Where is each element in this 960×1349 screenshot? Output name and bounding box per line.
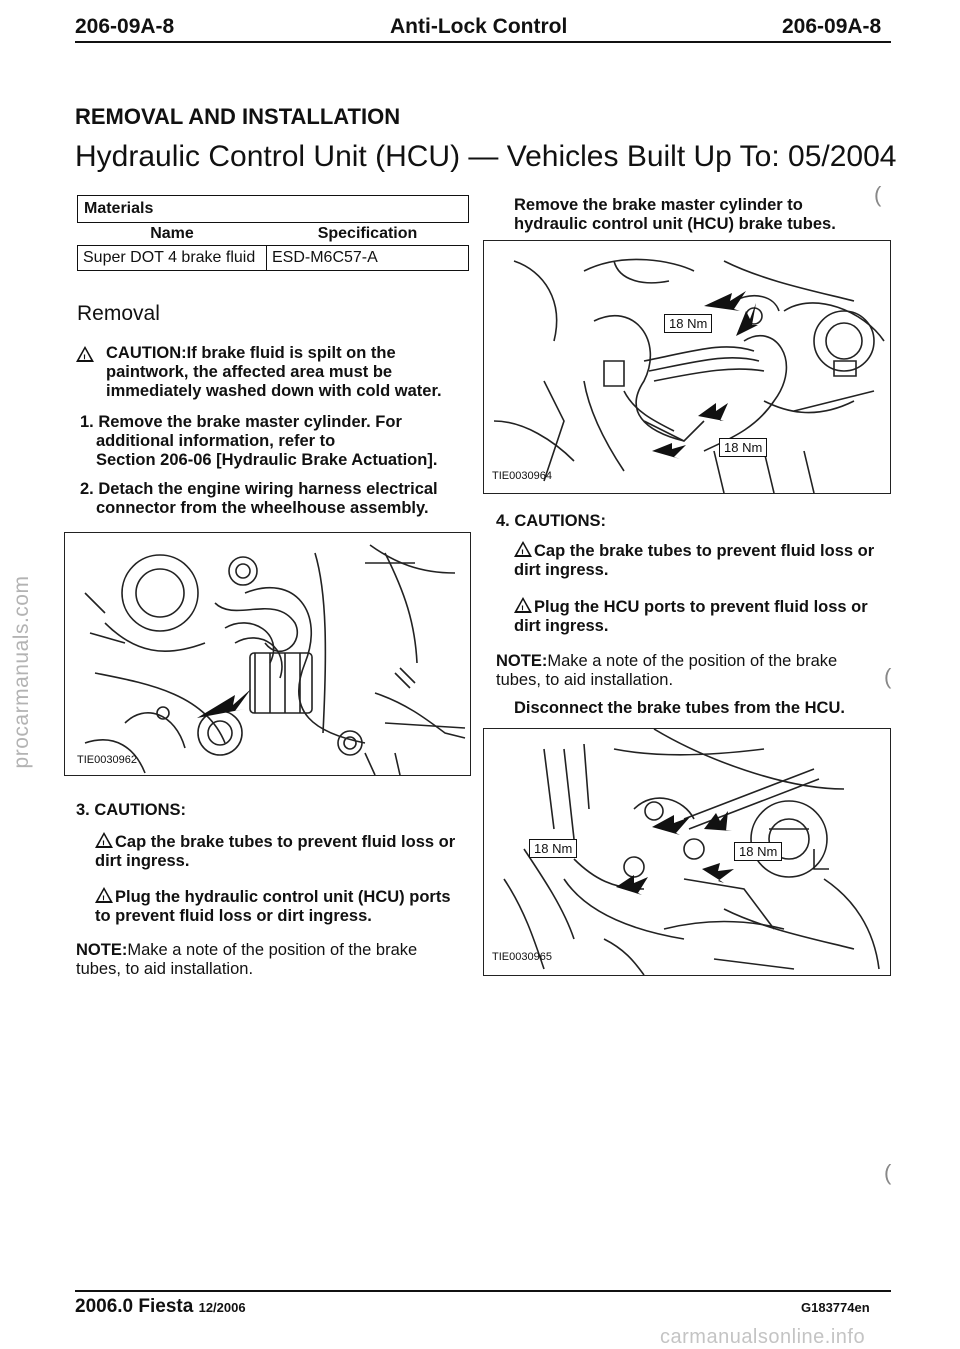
arrow-icon [702, 863, 734, 883]
warning-icon [514, 541, 532, 557]
footer-rule [75, 1290, 891, 1292]
figure-1-label: TIE0030962 [77, 754, 137, 766]
warning-icon [514, 597, 532, 613]
note-right [496, 652, 876, 690]
step-2-text: 2. Detach the engine wiring harness electrical connector from the wheelhouse assembly. [80, 480, 438, 517]
header-title: Anti-Lock Control [390, 15, 568, 38]
margin-mark: ( [884, 1160, 892, 1185]
warning-icon [76, 346, 94, 362]
step-4-caution-1-text: Cap the brake tubes to prevent fluid loss or dirt ingress. [514, 542, 875, 579]
caution-1 [76, 344, 456, 401]
col-name-header: Name [150, 225, 194, 242]
margin-mark: ( [884, 664, 892, 689]
caution-1-text: CAUTION:If brake fluid is spilt on the paintwork, the affected area must be immediately washed down with cold water. [106, 344, 442, 400]
step-1-ref: Section 206-06 [Hydraulic Brake Actuation]. [96, 451, 438, 469]
side-watermark: procarmanuals.com [10, 575, 33, 769]
arrow-icon [698, 403, 728, 421]
note-left-label: NOTE: [76, 941, 128, 959]
materials-heading: Materials [78, 196, 469, 223]
section-heading: REMOVAL AND INSTALLATION [75, 104, 401, 129]
footer-model [75, 1296, 246, 1318]
material-name: Super DOT 4 brake fluid [78, 246, 267, 271]
note-right-text: Make a note of the position of the brake tubes, to aid installation. [496, 652, 838, 689]
figure-2-drawing [484, 241, 890, 493]
bottom-watermark: carmanualsonline.info [660, 1326, 866, 1348]
footer-model-text: 2006.0 Fiesta [75, 1296, 194, 1317]
figure-1-drawing [65, 533, 470, 775]
header-rule [75, 41, 891, 43]
figure-2-label: TIE0030964 [492, 470, 552, 482]
removal-heading: Removal [77, 302, 160, 325]
footer-code: G183774en [801, 1300, 870, 1315]
step-1-text: 1. Remove the brake master cylinder. For additional information, refer to [80, 413, 402, 450]
torque-label: 18 Nm [664, 314, 712, 333]
step-3-caution-2-text: Plug the hydraulic control unit (HCU) ports to prevent fluid loss or dirt ingress. [95, 888, 451, 925]
col-spec-header: Specification [317, 225, 418, 242]
arrow-icon [197, 689, 251, 718]
step-2 [76, 480, 466, 518]
step-1 [76, 413, 464, 470]
materials-table [77, 195, 469, 271]
step-3-caution-2 [95, 887, 470, 926]
note-right-label: NOTE: [496, 652, 548, 670]
intro-instruction: Remove the brake master cylinder to hydraulic control unit (HCU) brake tubes. [514, 196, 836, 233]
arrow-icon [704, 291, 746, 311]
step-4-heading: 4. CAUTIONS: [496, 512, 607, 530]
margin-mark: ( [874, 182, 882, 207]
step-4-caution-2 [514, 597, 894, 636]
arrow-icon [652, 815, 690, 835]
warning-icon [95, 832, 113, 848]
header-code-left: 206-09A-8 [75, 15, 175, 38]
figure-master-cylinder-tubes [483, 240, 891, 494]
torque-label: 18 Nm [719, 438, 767, 457]
header-code-right: 206-09A-8 [782, 15, 882, 38]
step-3-heading: 3. CAUTIONS: [76, 801, 187, 819]
step-4-caution-2-text: Plug the HCU ports to prevent fluid loss or dirt ingress. [514, 598, 868, 635]
arrow-icon [736, 303, 758, 336]
note-left [76, 941, 456, 979]
figure-hcu-brake-tubes [483, 728, 891, 976]
disconnect-instruction: Disconnect the brake tubes from the HCU. [514, 699, 845, 717]
step-3-caution-1-text: Cap the brake tubes to prevent fluid loss or dirt ingress. [95, 833, 456, 870]
arrow-icon [616, 875, 648, 895]
material-spec: ESD-M6C57-A [267, 246, 469, 271]
figure-wiring-connector [64, 532, 471, 776]
note-left-text: Make a note of the position of the brake tubes, to aid installation. [76, 941, 418, 978]
arrow-icon [652, 443, 686, 459]
step-4-caution-1 [514, 541, 894, 580]
torque-label: 18 Nm [529, 839, 577, 858]
figure-3-label: TIE0030965 [492, 951, 552, 963]
page-title: Hydraulic Control Unit (HCU) — Vehicles Built Up To: 05/2004 [75, 140, 897, 173]
footer-date: 12/2006 [198, 1300, 246, 1315]
step-3-caution-1 [95, 832, 470, 871]
torque-label: 18 Nm [734, 842, 782, 861]
warning-icon [95, 887, 113, 903]
